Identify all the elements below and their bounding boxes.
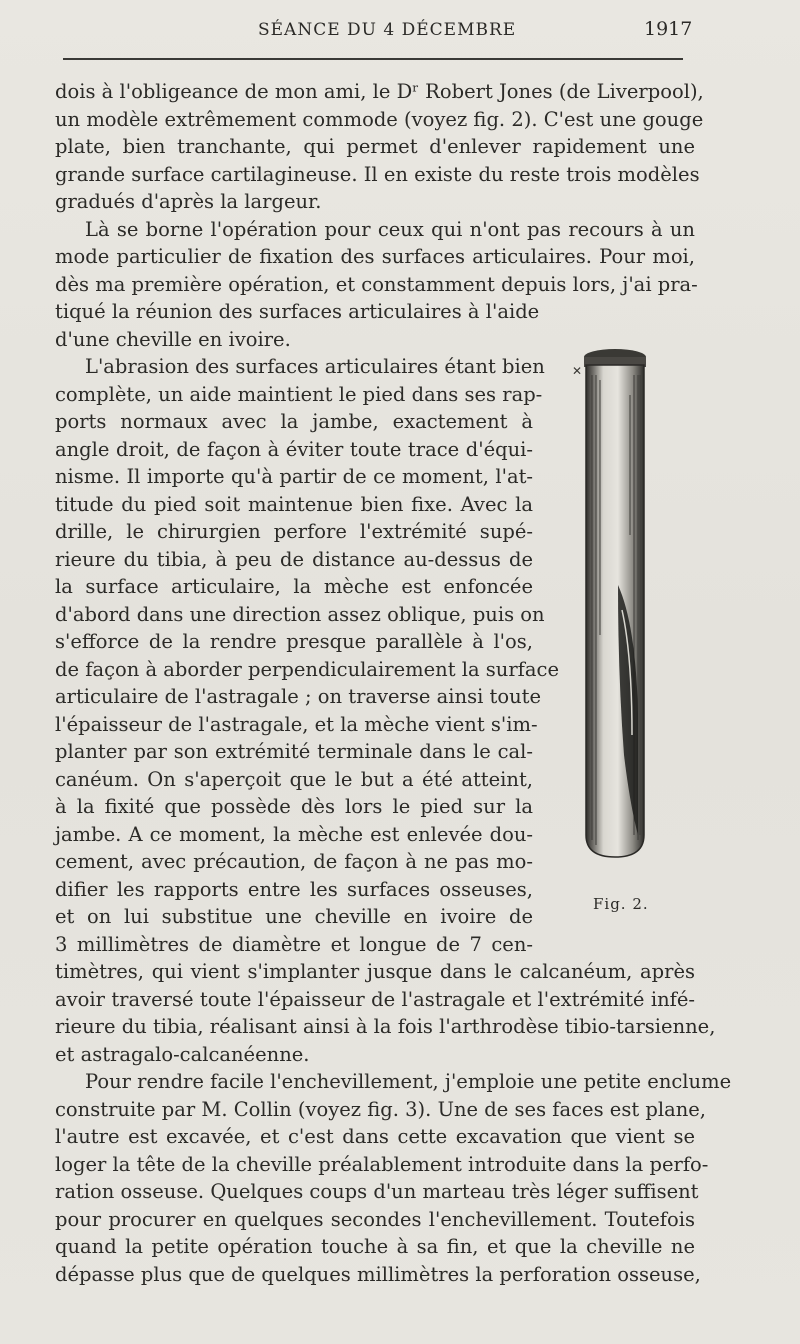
text-line: et on lui substitue une cheville en ivoire de: [55, 905, 533, 928]
text-line: dès ma première opération, et constamment depuis lors, j'ai pra-: [55, 272, 698, 296]
text-line: tiqué la réunion des surfaces articulaires à l'aide: [55, 300, 540, 323]
text-line: à la fixité que possède dès lors le pied sur la: [55, 795, 533, 818]
svg-text:✕: ✕: [572, 364, 583, 378]
text-line: Là se borne l'opération pour ceux qui n'ont pas recours à un: [85, 217, 695, 241]
text-line: nisme. Il importe qu'à partir de ce moment, l'at-: [55, 465, 533, 488]
text-line: grande surface cartilagineuse. Il en existe du reste trois modèles: [55, 162, 700, 186]
text-line: titude du pied soit maintenue bien fixe. Avec la: [55, 492, 533, 516]
text-line: articulaire de l'astragale ; on traverse ainsi toute: [55, 685, 542, 708]
text-line: et astragalo-calcanéenne.: [55, 1042, 310, 1066]
text-line: l'autre est excavée, et c'est dans cette excavation que vient se: [55, 1125, 695, 1148]
text-line: timètres, qui vient s'implanter jusque dans le calcanéum, après: [55, 960, 695, 983]
text-line: s'efforce de la rendre presque parallèle à l'os,: [55, 630, 533, 653]
text-line: quand la petite opération touche à sa fin, et que la cheville ne: [55, 1235, 695, 1258]
text-line: drille, le chirurgien perfore l'extrémité supé-: [55, 520, 533, 543]
text-line: dépasse plus que de quelques millimètres la perforation osseuse,: [55, 1262, 701, 1286]
text-line: rieure du tibia, réalisant ainsi à la fois l'arthrodèse tibio-tarsienne,: [55, 1015, 716, 1038]
text-line: rieure du tibia, à peu de distance au-dessus de: [55, 547, 533, 571]
text-line: pour procurer en quelques secondes l'enchevillement. Toutefois: [55, 1207, 695, 1231]
text-line: ration osseuse. Quelques coups d'un marteau très léger suffisent: [55, 1180, 699, 1203]
text-line: loger la tête de la cheville préalablement introduite dans la perfo-: [55, 1152, 709, 1176]
figure-caption: Fig. 2.: [593, 895, 649, 913]
text-line: complète, un aide maintient le pied dans ses rap-: [55, 382, 543, 406]
gouge-instrument-icon: [560, 335, 670, 875]
text-line: difier les rapports entre les surfaces osseuses,: [55, 877, 533, 901]
text-line: cement, avec précaution, de façon à ne pas mo-: [55, 850, 533, 873]
text-line: ports normaux avec la jambe, exactement à: [55, 410, 533, 433]
text-line: la surface articulaire, la mèche est enfoncée: [55, 575, 533, 598]
text-line: d'abord dans une direction assez oblique, puis on: [55, 602, 545, 626]
header-rule: [63, 58, 683, 60]
text-line: de façon à aborder perpendiculairement la surface: [55, 657, 559, 681]
text-line: d'une cheville en ivoire.: [55, 327, 291, 351]
text-line: l'épaisseur de l'astragale, et la mèche vient s'im-: [55, 712, 538, 736]
text-line: L'abrasion des surfaces articulaires étant bien: [85, 355, 545, 378]
text-line: dois à l'obligeance de mon ami, le Dʳ Robert Jones (de Liverpool),: [55, 80, 704, 103]
text-line: gradués d'après la largeur.: [55, 190, 322, 213]
text-line: avoir traversé toute l'épaisseur de l'astragale et l'extrémité infé-: [55, 987, 695, 1011]
header-title: SÉANCE DU 4 DÉCEMBRE: [258, 20, 517, 40]
running-header: [0, 16, 800, 46]
text-line: construite par M. Collin (voyez fig. 3). Une de ses faces est plane,: [55, 1097, 707, 1121]
text-line: angle droit, de façon à éviter toute trace d'équi-: [55, 437, 533, 461]
text-line: mode particulier de fixation des surfaces articulaires. Pour moi,: [55, 245, 695, 268]
text-line: planter par son extrémité terminale dans le cal-: [55, 740, 533, 763]
text-line: plate, bien tranchante, qui permet d'enlever rapidement une: [55, 135, 695, 158]
figure-2: [560, 335, 670, 875]
text-line: canéum. On s'aperçoit que le but a été atteint,: [55, 767, 533, 791]
text-line: un modèle extrêmement commode (voyez fig. 2). C'est une gouge: [55, 107, 704, 131]
text-line: Pour rendre facile l'enchevillement, j'emploie une petite enclume: [85, 1070, 732, 1093]
text-line: 3 millimètres de diamètre et longue de 7 cen-: [55, 932, 533, 956]
page-number: 1917: [644, 18, 693, 40]
text-line: jambe. A ce moment, la mèche est enlevée dou-: [55, 822, 533, 846]
